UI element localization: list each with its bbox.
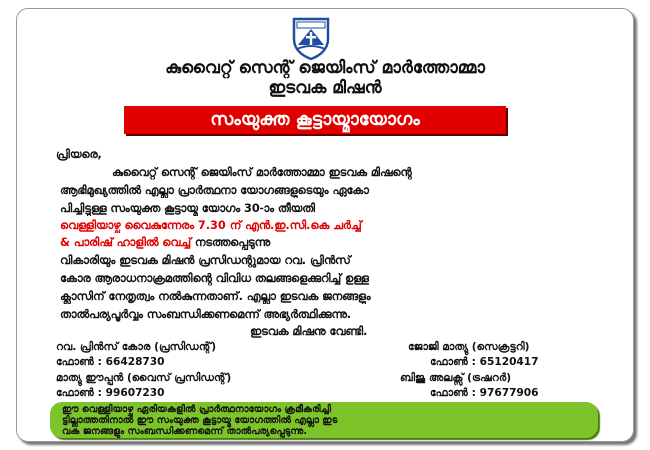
- official-phone: ഫോൺ : 99607230: [56, 387, 165, 399]
- signoff: ഇടവക മിഷനു വേണ്ടി.: [250, 325, 368, 338]
- letter-line: കുവൈറ്റ് സെന്റ് ജെയിംസ് മാർത്തോമ്മാ ഇടവക മിഷന്റെ: [112, 166, 412, 179]
- official-name: ബിജു അലക്സ് (ട്രഷറർ): [400, 372, 512, 384]
- letter-line: ആഭിമുഖ്യത്തിൽ എല്ലാ പ്രാർത്ഥനാ യോഗങ്ങളുടെയും ഏകോ: [60, 184, 369, 197]
- letter-line: താൽപര്യപൂർവ്വം സംബന്ധിക്കണമെന്ന് അഭ്യർത്ഥിക്കുന്നു.: [60, 308, 352, 321]
- note-line: വക ജനങ്ങളും സംബന്ധിക്കണമെന്ന് താൽപര്യപ്പെടുന്നു.: [62, 426, 308, 437]
- letter-line: വികാരിയും ഇടവക മിഷൻ പ്രസിഡന്റുമായ റവ. പ്രിൻസ്: [60, 254, 351, 267]
- meeting-banner: സംയുക്ത കൂട്ടായ്മായോഗം: [124, 106, 506, 134]
- note-line: ട്ടില്ലാത്തതിനാൽ ഈ സംയുക്ത കൂട്ടായ്മ യോഗത്തിൽ എല്ലാ ഇട: [62, 415, 338, 426]
- letter-line: [60, 236, 590, 250]
- note-line: ഈ വെള്ളിയാഴ്ച ഏരിയകളിൽ പ്രാർത്ഥനായോഗം ക്രമീകരിച്ചി: [62, 404, 331, 415]
- church-emblem-logo: [288, 15, 334, 61]
- mission-subtitle: ഇടവക മിഷൻ: [268, 78, 382, 98]
- official-name: ജോജി മാത്യു (സെക്രട്ടറി): [408, 341, 530, 353]
- letter-line: ക്ലാസിന് നേതൃത്വം നൽകുന്നതാണ്. എല്ലാ ഇടവക ജനങ്ങളും: [60, 290, 371, 303]
- letter-line-highlight: വെള്ളിയാഴ്ച വൈകുന്നേരം 7.30 ന് എൻ.ഇ.സി.കെ ചർച്ച്: [60, 219, 362, 232]
- salutation: പ്രിയരെ,: [56, 148, 102, 161]
- official-phone: ഫോൺ : 97677906: [430, 387, 539, 399]
- official-name: മാത്യു ഈപ്പൻ (വൈസ് പ്രസിഡന്റ്): [56, 372, 232, 384]
- official-name: റവ. പ്രിൻസ് കോര (പ്രസിഡന്റ്): [56, 341, 217, 353]
- mission-title: കുവൈറ്റ് സെന്റ് ജെയിംസ് മാർത്തോമ്മാ: [165, 58, 485, 78]
- venue-rest: നടത്തപ്പെടുന്നു: [190, 236, 270, 249]
- official-phone: ഫോൺ : 66428730: [56, 356, 165, 368]
- notice-note: [50, 402, 598, 438]
- letter-line: കോര ആരാധനാക്രമത്തിന്റെ വിവിധ തലങ്ങളെക്കുറിച്ച് ഉള്ള: [60, 272, 369, 285]
- official-phone: ഫോൺ : 65120417: [430, 356, 539, 368]
- letter-line: പിച്ചിട്ടുള്ള സംയുക്ത കൂട്ടായ്മ യോഗം 30-ാം തീയതി: [60, 202, 315, 215]
- venue-highlight: & പാരിഷ് ഹാളിൽ വെച്ച്: [60, 236, 191, 249]
